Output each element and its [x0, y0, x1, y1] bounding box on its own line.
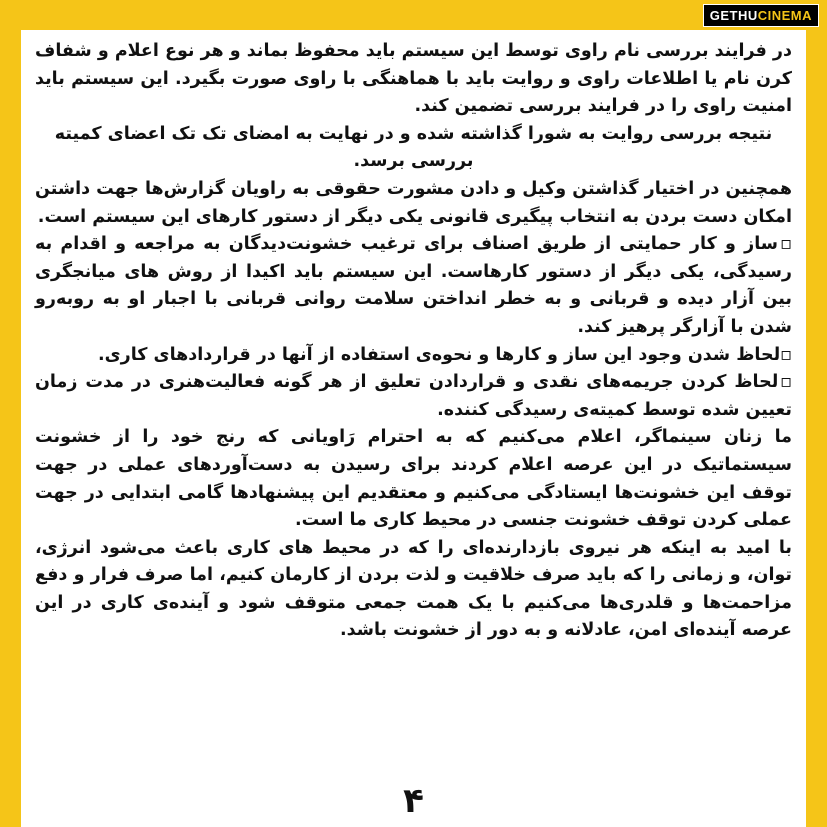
text-card [21, 30, 806, 827]
paragraph-hope: با امید به اینکه هر نیروی بازدارنده‌ای را که در محیط های کاری باعث می‌شود انرژی، توان، و زمانی را که باید صرف خلاقیت و لذت بردن از کارمان کنیم، اما صرف فرار و دفع مزاحمت‌ها و قلدری‌ها می‌کنیم با یک همت جمعی متوقف شود و آینده‌ی کاری در این عرصه آینده‌ای امن، عادلانه و به دور از خشونت باشد. [35, 537, 792, 641]
gethu-cinema-logo [703, 4, 819, 27]
paragraph-privacy: در فرایند بررسی نام راوی توسط این سیستم باید محفوظ بماند و هر نوع اعلام و شفاف کرن نام یا اطلاعات راوی و روایت باید با هماهنگی با راوی صورت بگیرد. این سیستم باید امنیت راوی را در فرایند بررسی تضمین کند. [35, 41, 792, 117]
statement-text [35, 38, 792, 645]
paragraph-contracts: ▫لحاظ شدن وجود این ساز و کارها و نحوه‌ی استفاده از آنها در قراردادهای کاری. [97, 344, 792, 365]
paragraph-council-result: نتیجه بررسی روایت به شورا گذاشته شده و در نهایت به امضای تک تک اعضای کمیته بررسی برسد. [54, 123, 773, 172]
paragraph-fines: ▫لحاظ کردن جریمه‌های نقدی و قراردادن تعلیق از هر گونه فعالیت‌هنری در مدت زمان تعیین شده توسط کمیته‌ی رسیدگی کننده. [35, 372, 792, 420]
logo-part-cinema: CINEMA [757, 8, 812, 23]
paragraph-declaration: ما زنان سینماگر، اعلام می‌کنیم که به احترام رَاویانی که رنج خود را از خشونت سیستماتیک در این عرصه اعلام کردند برای رسیدن به دست‌آوردهای عملی در جهت توقف این خشونت‌ها ایستادگی می‌کنیم و معتقدیم این پیشنهادها گامی ابتدایی در جهت عملی کردن توقف خشونت جنسی در محیط کاری ما است. [35, 427, 792, 531]
paragraph-guild-support: ▫ساز و کار حمایتی از طریق اصناف برای ترغیب خشونت‌دیدگان به مراجعه و اقدام به رسیدگی، یکی دیگر از دستور کارهاست. این سیستم باید اکیدا از روش های میانجگری بین آزار دیده و قربانی و به خطر انداختن سلامت روانی قربانی با اجبار او به روبه‌رو شدن با آزارگر پرهیز کند. [35, 234, 792, 337]
logo-part-gethu: GETHU [709, 8, 758, 23]
page-number: ۴ [403, 781, 424, 821]
paragraph-legal-advice: همچنین در اختیار گذاشتن وکیل و دادن مشورت حقوقی به راویان گزارش‌ها جهت داشتن امکان دست بردن به انتخاب پیگیری قانونی یکی دیگر از دستور کارهای این سیستم است. [35, 178, 792, 227]
